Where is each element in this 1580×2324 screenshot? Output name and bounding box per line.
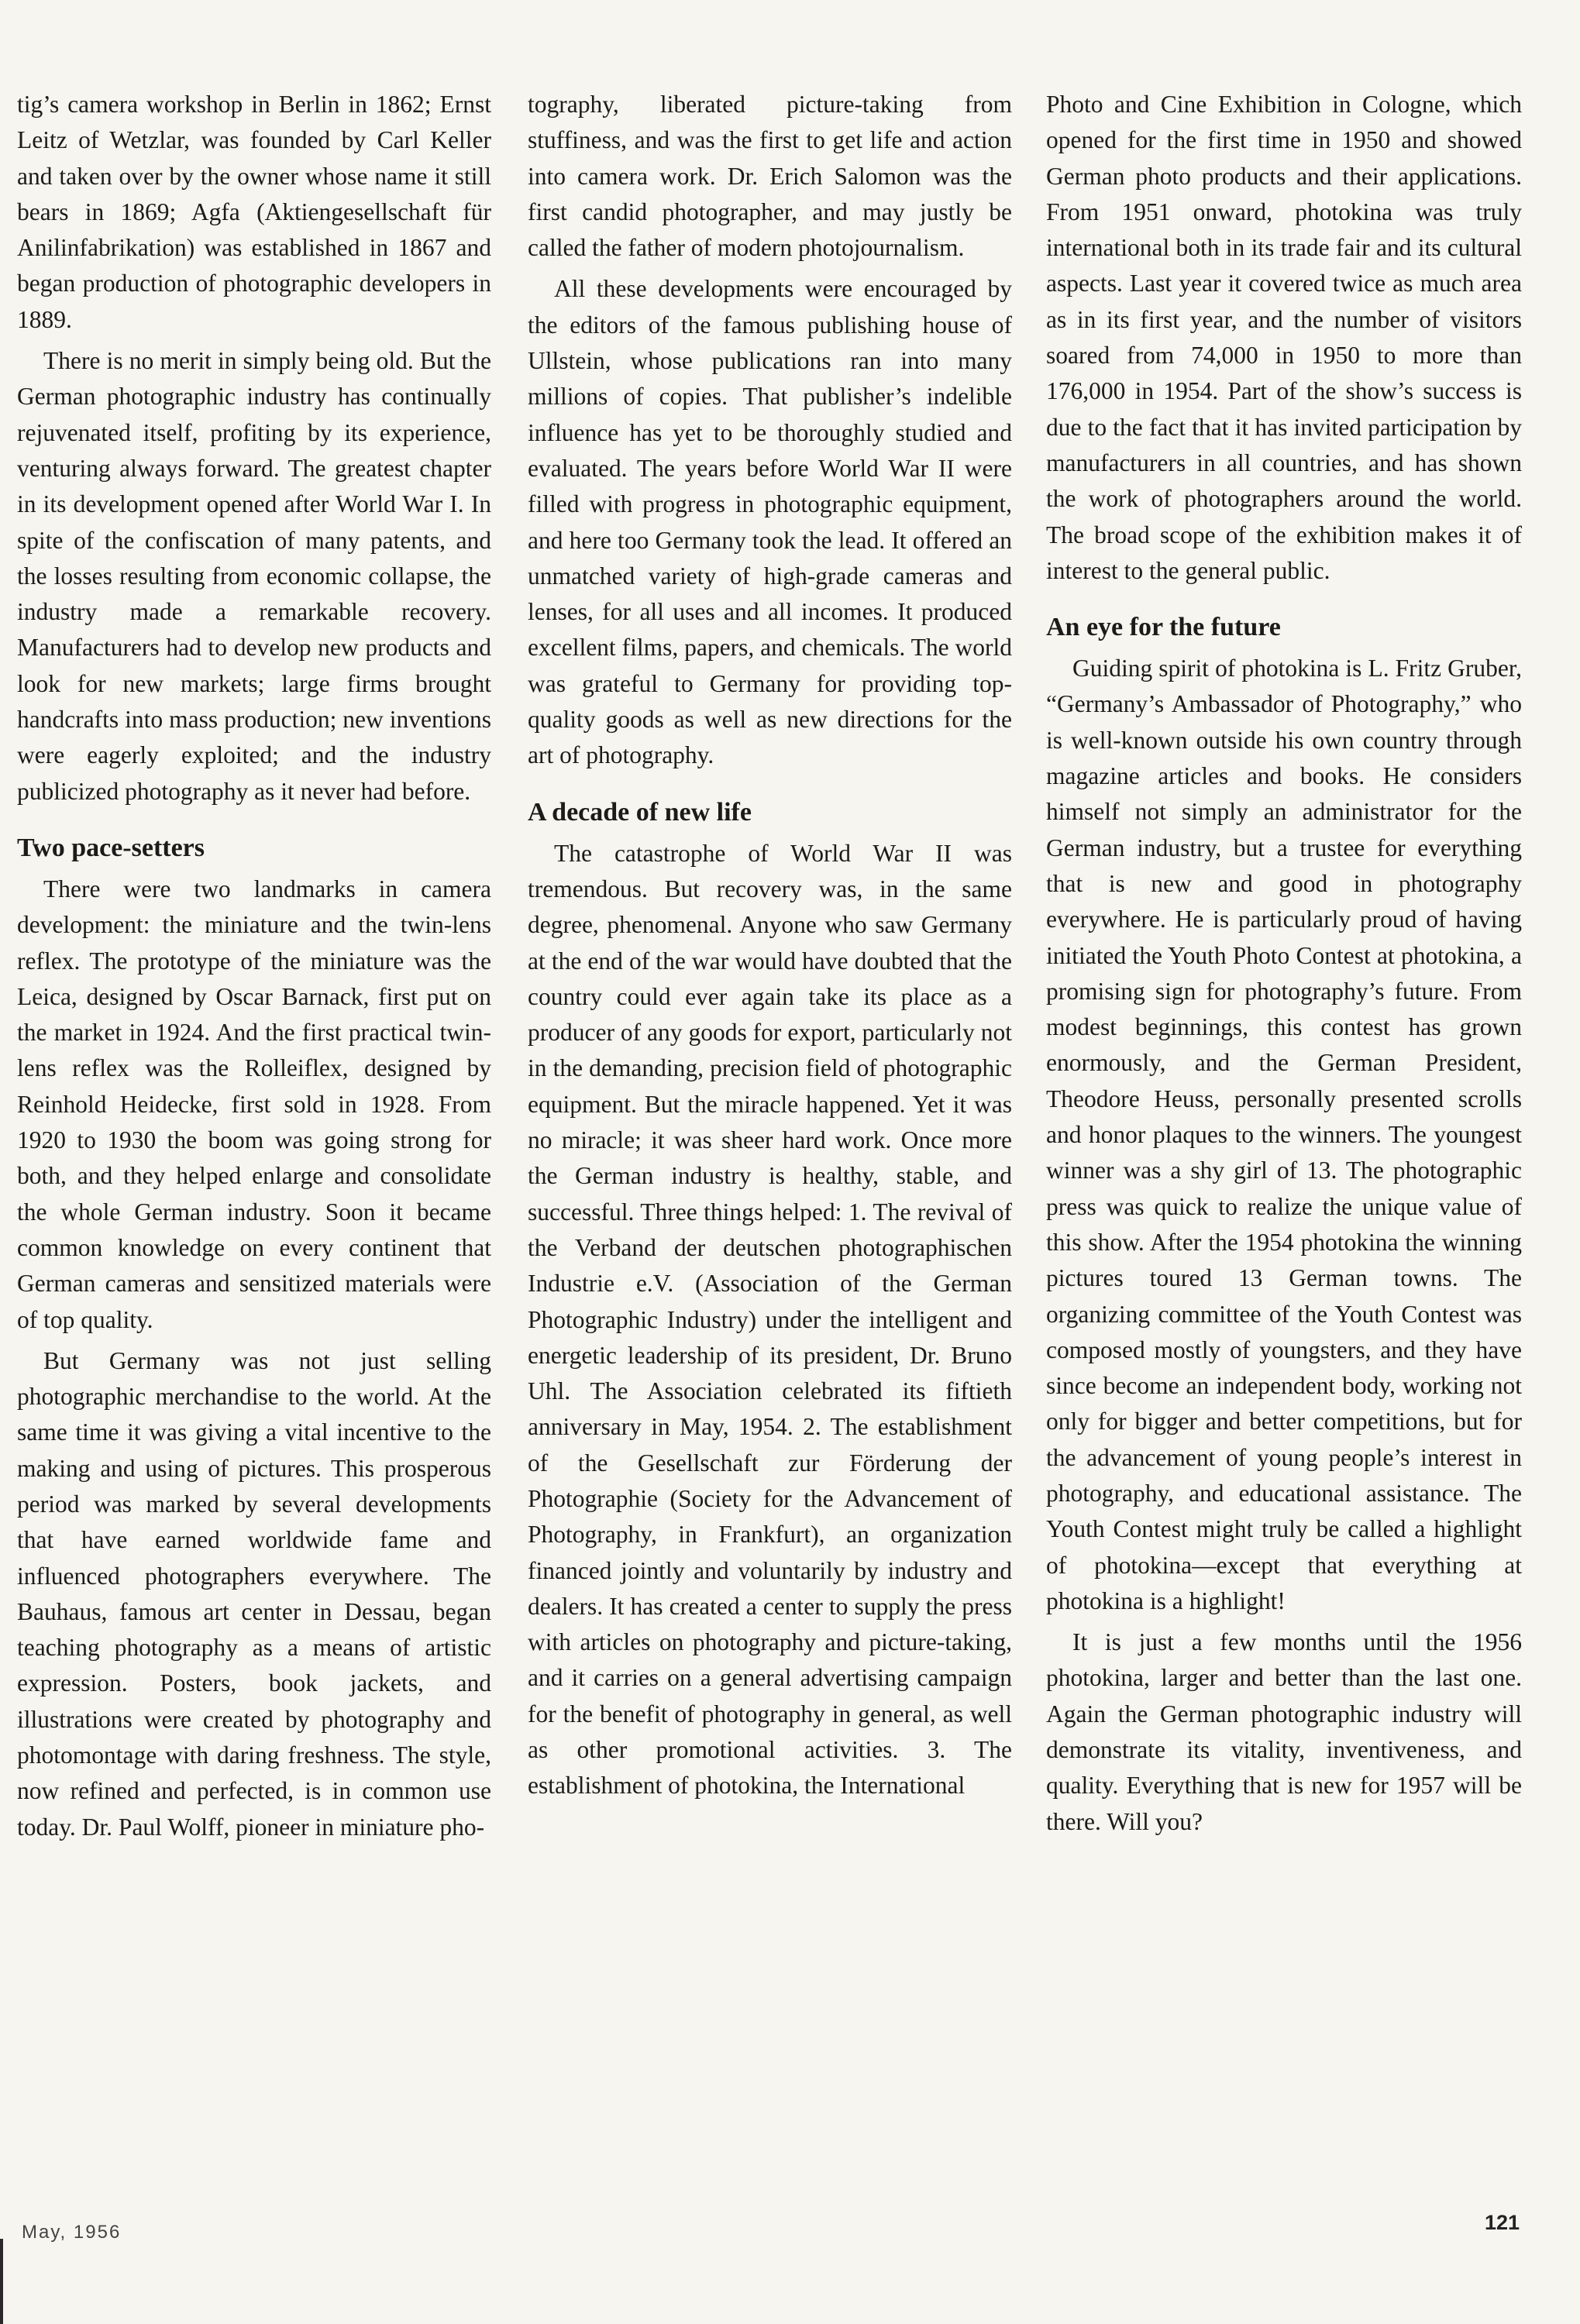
text-column-1 [17, 87, 491, 1851]
page-edge-mark [0, 2239, 3, 2324]
body-paragraph: Photo and Cine Exhibition in Cologne, which opened for the first time in 1950 and showed German photo products and their applications. From 1951 onward, photokina was truly international both in its trade fair and its cultural aspects. Last year it covered twice as much area as in its first year, and the number of visitors soared from 74,000 in 1950 to more than 176,000 in 1954. Part of the show’s success is due to the fact that it has invited participation by manufacturers in all countries, and has shown the work of photographers around the world. The broad scope of the exhibition makes it of interest to the general public. [1046, 91, 1522, 584]
section-heading: An eye for the future [1046, 613, 1281, 642]
body-paragraph: Guiding spirit of photokina is L. Fritz Gruber, “Germany’s Ambassador of Photography,” who is well-known outside his own country through magazine articles and books. He considers himself not simply an administrator for the German industry, but a trustee for everything that is new and good in photography everywhere. He is particularly proud of having initiated the Youth Photo Contest at photokina, a promising sign for photography’s future. From modest beginnings, this contest has grown enormously, and the German President, Theodore Heuss, personally presented scrolls and honor plaques to the winners. The youngest winner was a shy girl of 13. The photographic press was quick to realize the unique value of this show. After the 1954 photokina the winning pictures toured 13 German towns. The organizing committee of the Youth Contest was composed mostly of youngsters, and they have since become an independent body, working not only for bigger and better competitions, but for the advancement of young people’s interest in photography, and educational assistance. The Youth Contest might truly be called a highlight of photokina—except that everything at photokina is a highlight! [1046, 655, 1522, 1614]
section-heading: Two pace-setters [17, 833, 205, 862]
text-column-2 [528, 87, 1012, 1810]
body-paragraph: tig’s camera workshop in Berlin in 1862; Ernst Leitz of Wetzlar, was founded by Carl Keller and taken over by the owner whose name it still bears in 1869; Agfa (Aktiengesellschaft für Anilinfabrikation) was established in 1867 and began production of photographic developers in 1889. [17, 91, 491, 333]
section-heading: A decade of new life [528, 797, 752, 827]
body-paragraph: tography, liberated picture-taking from stuffiness, and was the first to get life and action into camera work. Dr. Erich Salomon was the first candid photographer, and may justly be called the father of modern photojournalism. [528, 91, 1012, 262]
body-paragraph: There is no merit in simply being old. But the German photographic industry has continually rejuvenated itself, profiting by its experience, venturing always forward. The greatest chapter in its development opened after World War I. In spite of the confiscation of many patents, and the losses resulting from economic collapse, the industry made a remarkable recovery. Manufacturers had to develop new products and look for new markets; large firms brought handcrafts into mass production; new inventions were eagerly exploited; and the industry publicized photography as it never had before. [17, 347, 491, 805]
body-paragraph: All these developments were encouraged by the editors of the famous publishing house of Ullstein, whose publications ran into many millions of copies. That publisher’s indelible influence has yet to be thoroughly studied and evaluated. The years before World War II were filled with progress in photographic equipment, and here too Germany took the lead. It offered an unmatched variety of high-grade cameras and lenses, for all uses and all incomes. It produced excellent films, papers, and chemicals. The world was grateful to Germany for providing top-quality goods as well as new directions for the art of photography. [528, 275, 1012, 769]
body-paragraph: It is just a few months until the 1956 photokina, larger and better than the last one. Again the German photographic industry will demonstrate its vitality, inventiveness, and quality. Everything that is new for 1957 will be there. Will you? [1046, 1628, 1522, 1835]
issue-date: May, 1956 [22, 2222, 122, 2243]
body-paragraph: The catastrophe of World War II was tremendous. But recovery was, in the same degree, phenomenal. Anyone who saw Germany at the end of the war would have doubted that the country could ever again take its place as a producer of any goods for export, particularly not in the demanding, precision field of photographic equipment. But the miracle happened. Yet it was no miracle; it was sheer hard work. Once more the German industry is healthy, stable, and successful. Three things helped: 1. The revival of the Verband der deutschen photographischen Industrie e.V. (Association of the German Photographic Industry) under the intelligent and energetic leadership of its president, Dr. Bruno Uhl. The Association celebrated its fiftieth anniversary in May, 1954. 2. The establishment of the Gesellschaft zur Förderung der Photographie (Society for the Advancement of Photography, in Frankfurt), an organization financed jointly and voluntarily by industry and dealers. It has created a center to supply the press with articles on photography and picture-taking, and it carries on a general advertising campaign for the benefit of photography in general, as well as other promotional activities. 3. The establishment of photokina, the International [528, 839, 1012, 1800]
body-paragraph: There were two landmarks in camera development: the miniature and the twin-lens reflex. The prototype of the miniature was the Leica, designed by Oscar Barnack, first put on the market in 1924. And the first practical twin-lens reflex was the Rolleiflex, designed by Reinhold Heidecke, first sold in 1928. From 1920 to 1930 the boom was going strong for both, and they helped enlarge and consolidate the whole German industry. Soon it became common knowledge on every continent that German cameras and sensitized materials were of top quality. [17, 875, 491, 1333]
text-column-3 [1046, 87, 1522, 1845]
page-number: 121 [1485, 2211, 1520, 2234]
body-paragraph: But Germany was not just selling photographic merchandise to the world. At the same time it was giving a vital incentive to the making and using of pictures. This prosperous period was marked by several developments that have earned worldwide fame and influenced photographers everywhere. The Bauhaus, famous art center in Dessau, began teaching photography as a means of artistic expression. Posters, book jackets, and illustrations were created by photography and photomontage with daring freshness. The style, now refined and perfected, is in common use today. Dr. Paul Wolff, pioneer in miniature pho- [17, 1346, 491, 1841]
